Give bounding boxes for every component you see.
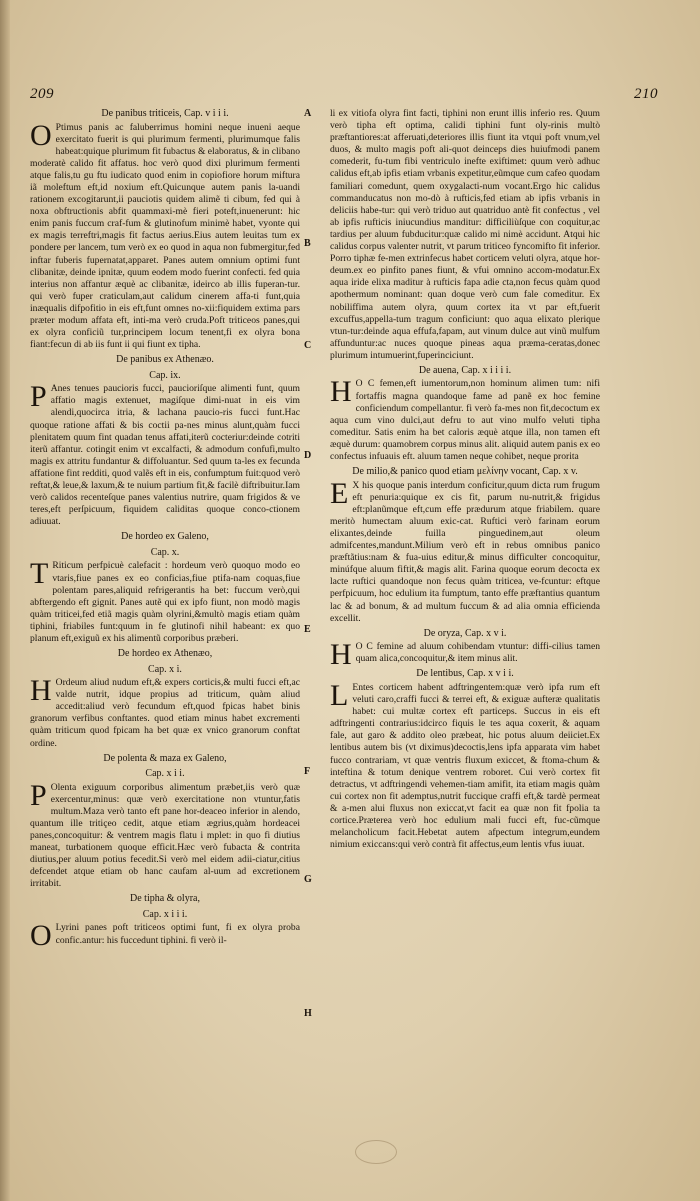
margin-letter: H xyxy=(304,1008,312,1019)
section-heading: De milio,& panico quod etiam μελίνην vocant, Cap. x v. xyxy=(352,466,578,478)
drop-capital: O xyxy=(30,919,52,953)
section-heading: De oryza, Cap. x v i. xyxy=(423,627,507,639)
text-paragraph xyxy=(330,108,600,362)
section-heading: De panibus triticeis, Cap. v i i i. xyxy=(101,108,229,119)
margin-letter: D xyxy=(304,450,312,461)
section-heading: De hordeo ex Galeno, xyxy=(121,531,209,543)
drop-capital: T xyxy=(30,557,49,591)
margin-letter: C xyxy=(304,340,312,351)
text-paragraph xyxy=(30,778,300,891)
text-paragraph xyxy=(30,674,300,750)
paragraph-text: Lyrini panes poft triticeos optimi funt, fi ex olyra proba confic.antur: his fuccedunt tiphini. fi verò il- xyxy=(55,922,300,946)
section-heading: De lentibus, Cap. x v i i. xyxy=(416,668,514,680)
binding-edge xyxy=(0,0,10,1201)
drop-capital: H xyxy=(330,638,352,672)
margin-letter: F xyxy=(304,766,311,777)
margin-section-letters xyxy=(301,108,323,1019)
section-heading: De hordeo ex Athenæo, xyxy=(117,648,213,660)
text-paragraph xyxy=(30,118,300,352)
right-text-column xyxy=(330,108,600,854)
section-heading: De auena, Cap. x i i i i. xyxy=(418,364,512,376)
margin-letter: E xyxy=(304,624,311,635)
drop-capital: E xyxy=(330,476,349,510)
paragraph-text: Ordeum aliud nudum eft,& expers corticis,& multi fucci eft,ac valde nutrit, idque propius ad triticum, quàm aliud accedit:aliud verò fecundum eft,quod fpicas habet binis granorum verfibus conftantes. quod etiam minus habet excrementi quàm triticum quod fpicam ha bet quæ ex vnico granorum conftat ordine. xyxy=(30,677,300,749)
text-paragraph xyxy=(330,678,600,851)
drop-capital: H xyxy=(30,674,52,708)
paragraph-text: X his quoque panis interdum conficitur,quum dicta rum frugum eft penuria:quique ex cis fit, parum nu-nutrit,& frigidus eft:planũmque eft,cum effe prædurum atque friabilem. quare meritò humectam aluum exic-cat. Ruftici verò farinam eorum elixantes,deinde fuilla pinguedinem,aut oleum admifcentes,mandunt.Milium verò eft in rebus omnibus panico præftãtius:nam & fua-uius editur,& minus difficulter concoquitur, minúfque aluum fiftit,& magis alit. Farina quoque eorum decocta ex lacte ruftici quandoque non fecus quàm triticea, ve-fcuntur: eftque perfpicuum, hoc edulium ita fumptum, tanto effe præftantius quantum lac & ad bonum, & ad multum fuccum & ad alia omnia efficienda excellit. xyxy=(330,479,600,624)
paragraph-text: li ex vitiofa olyra fint facti, tiphini non erunt illis inferio res. Quum verò tipha eft optima, calidi tiphini funt oly-rinis multò præftantiores:at afferuati,deteriores illis fiunt ita vtqui poft vnum,vel duos, & multo magis poft ali-quot deinceps dies huiufmodi panem comederit, fu-tum fibi ventriculo inefte exiftimet: quum verò adhuc calidus eft,ab ipfis etiam vrbanis expetitur,eũmque cum cafeo quodam familiari comedunt, quem oxygalacti-num vocant.Ergo hic calidus commanducatus non mo-dò à rufticis,fed etiam ab ipfis vrbanis in deliciis habe-tur: qui verò triduo aut quatriduo antè fit confectus , vel ab ipfis rufticis iniucundius manditur: difficiliùſque con coquitur,ac tardius per aluum fubducitur:quæ calido mi nimè accidunt. Atqui hic calidus corpus valenter nutrit, vt parum triticeo fyncomifto fit inferior. Porro tiphæ fe-men extrinfecus habet corticem veluti olyra, atque hor-deum.ex eo pinfito panes fiunt, & vfui omnino accom-modatur.Ex aqua iride elixa maditur à rufticis fapa adie cta,non fecus quàm quod apothermum nominant: quan doque verò cum fale comeditur. Ex nobiliffima autem olyra, quum cortex ita vt par eft,fuerit excuffus,appella-tum tragum conficiunt: quo aqua elixato plerique vtun-tur:deinde aqua effufa,fapam, aut vinum dulce aut vinũ mulfum affunduntur:ac nuces quoque pineas aqua præma-ceratas,donec plurimum intumuerint,fuperinciciunt. xyxy=(330,108,600,361)
paragraph-text: Ptimus panis ac faluberrimus homini neque inueni aeque exercitato fuerit is qui plurimum fermenti, plurimumque falis habeat:quique plurimum fit fubactus & elaboratus, & in clibano moderatè calido fit affatus. hoc verò quod dixi plurimum fermenti atque falis,tu gu ftu iudicato quod enim in copiofiore horum miftura iã moleftum eft,id noxium eft.Quicunque autem panis la-uandi rationem excogitarunt,ii pauciotis quidem alimẽ ti cibum, fed qui à noxa obftructionis abfit quammaxi-mè fieri poteft,inuenerunt: hic enim panis fuccum craf-fum & glutinofum minimè habet, vyonte qui ex magis terreftri,magis fit factus aerius.Eius autem leuitas tum ex pondere per lancem, tum verò ex eo quod in aqua non fubmergitur,fed inftar fuberis fupernatat,apparet. Panes autem omnium optimi funt clibanitæ, deinde ipnitæ, quum eodem modo fuerint confecti. fed quia interius non affantur æquè ac clibanitæ, ideirco ab illis fuperan-tur. qui verò fuper craticulam,aut calidum cinerem affa-ti funt,quia inæqualis difpofitio in eis eft,funt omnes no-xii:fiquidem extima pars præter modum affata eft, inti-ma verò cruda.Poft triticeos panes,qui ex olyra conficiũ tur,principem locum tenent,fi ex olyra bona fiant:fecun di ab iis funt ii qui fiunt ex tipha. xyxy=(30,121,300,351)
page-number-right: 210 xyxy=(634,86,658,102)
paragraph-text: O C femen,eft iumentorum,non hominum alimen tum: nifi fortaffis magna quandoque fame ad panẽ ex hoc femine conficiendum compellantur. fi verò fa-mes non fit,decoctum ex aqua cum vino dulci,aut defru to aut vino mulfo veluti tipha comeditur. Satis enim ha bet caloris æquè atque illa, non tamen eft æquè durum: quamobrem corpus minus alit. aliquid autem panis ex eo confectus infuauis eft. aluum tamen neque cohibet, neque prorita xyxy=(330,378,600,463)
text-paragraph xyxy=(330,638,600,672)
page-number-left: 209 xyxy=(30,86,54,102)
drop-capital: P xyxy=(30,778,47,812)
paper-stain xyxy=(355,1140,397,1164)
drop-capital: H xyxy=(330,375,352,409)
text-paragraph xyxy=(30,919,300,953)
section-heading: Cap. ix. xyxy=(149,369,181,381)
section-heading: De tipha & olyra, xyxy=(130,893,200,905)
drop-capital: P xyxy=(30,380,47,414)
section-heading: Cap. x. xyxy=(150,546,180,558)
drop-capital: L xyxy=(330,678,349,712)
paragraph-text: Anes tenues paucioris fucci, paucioriſque alimenti funt, quum affatio magis extenuet, magiſque dimi-nuat in eis vim alendi,quocirca itria, & lachana paucio-ris fucci funt.Hac quoque ratione affati & bis coctii pa-nes minus alunt,quàm fucci plenitatem quum fint quadan tenus affati,iterũ cocteriur:deinde cotriti iterũ affantur. cotingit enim vt excalfacti, & admodum confufi,multo magis ex attritu fundantur & diffoluantur. Sed quum ta-les ex fecunda affatione fint redditi, quod valẽs eft in eis, confumptum fuit:quod verò reftat,& leue,& laxum,& te nuium partium fit,& facilè diftribuitur.Iam verò calidos recenteſque panes valentius nutrire, quam frigidos & ve teres,eft perſpicuum, fiquidem caliditas quoque conco-ctionem adiuuat. xyxy=(30,383,300,528)
text-paragraph xyxy=(30,557,300,645)
section-heading: De panibus ex Athenæo. xyxy=(116,354,214,366)
left-text-column xyxy=(30,108,300,953)
paragraph-text: Riticum perfpicuè calefacit : hordeum verò quoquo modo eo vtaris,fiue panes ex eo conficias,fiue ptifa-nam coquas,fiue polentam pares,aliquid refrigerantis ha bet: fuccum verò,qui abftergendo eft gignit. Panes autẽ qui ex ipfo fiunt, non modò magis quàm triticei,fed etiã magis quàm olyrini,&multò magis etiam quàm tiphini, friabiles funt:quum in fe glutinofi nihil habeant: ex quo planum eft,exiguũ ex his alimentũ corporibus præberi. xyxy=(30,560,300,644)
text-paragraph xyxy=(30,380,300,528)
margin-letter: B xyxy=(304,238,311,249)
section-heading: De polenta & maza ex Galeno, xyxy=(103,752,227,764)
margin-letter: G xyxy=(304,874,312,885)
paragraph-text: Entes corticem habent adftringentem:quæ verò ipfa rum eft veluti caro,craffi fucci & terrei eft, & exiguæ aufteræ qualitatis habet: cui multæ cortex eft particeps. Succus in eis eft adftringenti contrarius:idcirco fiquis le tes aqua coxerit, & aquam fale, aut garo & addito oleo præbeat, hic potus aluum deiiciet.Ex lentibus autem bis (vt diximus)decoctis,lens ipfa apparata vim habet fucco contrariam, vt quæ ventris fluxum exiccet, & ftoma-chum & inteftina & totum denique ventrem roboret. Cui verò cortex fit detractus, vt adftringendi vehemen-tiam amifit, ita etiam magis quàm cui cortex non fit ademptus,nutrit fuccique craffi eft,& tardè permeat & a-men alui fluxus non exiccat,vt facit ea quæ non fit fpolia ta cortice.Præterea verò hoc edulium mali fucci eft, fuc-cũmque melancholicum facit.Hebetat autem afpectum integrum,eundem nimium exiccans:qui verò contrà fit affectus,eum lentis vfus iuuat. xyxy=(330,681,600,851)
text-paragraph xyxy=(330,476,600,625)
margin-letter: A xyxy=(304,108,312,119)
paragraph-text: O C femine ad aluum cohibendam vtuntur: diffi-cilius tamen quam alica,concoquitur,& item minus alit. xyxy=(355,641,600,665)
section-heading: Cap. x i i. xyxy=(145,768,185,780)
section-heading: Cap. x i i i. xyxy=(142,908,188,920)
paragraph-text: Olenta exiguum corporibus alimentum præbet,iis verò quæ exercentur,minus: quæ verò exercitatione non vtuntur,fatis multum.Maza verò tanto eft pane hor-deaceo inferior in alendo, quantum ille tritiçeo cedit, atque etiam ægrius,quàm hordeacei panes,concoquitur: & ventrem magis flatu i mplet: in quo fi diutius maneat, turbationem quoque efficit.Hæc verò fubacta & contrita diutius,per aluum potius fecedit.Si verò mel eidem adii-ciatur,citius defcendet atque etiam ob hanc caufam al-uum ad excretionem irritabit. xyxy=(30,781,300,890)
section-heading: Cap. x i. xyxy=(148,663,182,675)
text-paragraph xyxy=(330,375,600,463)
drop-capital: O xyxy=(30,118,52,152)
